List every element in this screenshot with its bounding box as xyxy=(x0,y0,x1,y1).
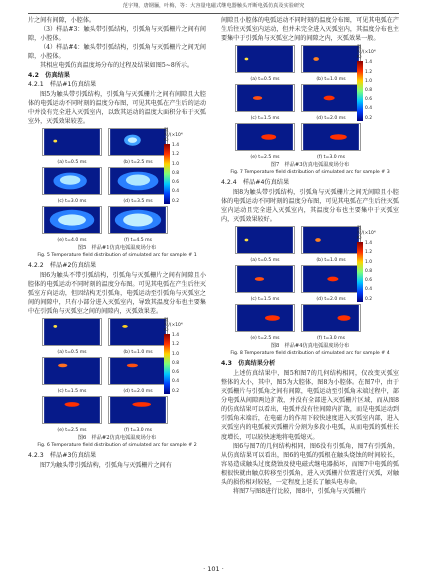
colorbar-tick: 1.4 xyxy=(365,60,372,66)
colorbar xyxy=(164,128,186,204)
panel-caption: (b) t=1.0 ms xyxy=(123,350,153,356)
panel-caption: (f) t=3.0 ms xyxy=(317,336,345,342)
arc-simulation-image xyxy=(42,128,102,156)
paragraph: 将图7与图8进行比较，图8中，引弧角与灭弧栅片 xyxy=(233,488,367,496)
colorbar-title: 温度/(×10⁴ K) xyxy=(357,226,376,242)
colorbar-gradient xyxy=(164,144,170,204)
colorbar-title: 温度/(×10⁴ K) xyxy=(164,318,183,334)
colorbar xyxy=(164,318,186,394)
figure-7 xyxy=(221,45,399,176)
panel-caption: (a) t=0.5 ms xyxy=(57,350,87,356)
arc-simulation-image xyxy=(108,167,168,195)
arc-simulation-image xyxy=(235,84,295,112)
colorbar-gradient xyxy=(164,334,170,394)
colorbar-tick: 0.2 xyxy=(365,115,372,121)
colorbar-tick: 1.2 xyxy=(365,250,372,256)
arc-simulation-image xyxy=(42,167,102,195)
colorbar-tick: 1.4 xyxy=(172,143,179,149)
panel-caption: (f) t=4.5 ms xyxy=(124,238,152,244)
panel-caption: (a) t=0.5 ms xyxy=(250,258,280,264)
panel-caption: (e) t=2.5 ms xyxy=(250,336,280,342)
paragraph: 图6与图7的几何结构相同，图6没有引弧角，图7有引弧角，从仿真结果可以看出，图6的电弧的弧根在触头烧蚀的时间较长，容易造成触头过度烧蚀及使电磁式继电器损坏，而图7中电弧的弧根很快就由触点转移至引弧角，进入灭弧栅片位置进行灭弧，对触头的损伤相对较轻，一定程度上延长了触头电寿命。 xyxy=(221,442,399,486)
subsection-heading: 4.2.2 样品#2仿真结果 xyxy=(28,262,97,270)
colorbar-tick: 1.4 xyxy=(365,241,372,247)
arc-simulation-image xyxy=(235,265,295,293)
paragraph: （3）样品#3：触头带引弧结构，引弧角与灭弧栅片之间有间隙，小腔体。 xyxy=(28,26,206,43)
arc-simulation-image xyxy=(42,357,102,385)
panel-caption: (b) t=1.0 ms xyxy=(316,77,346,83)
subsection-heading: 4.2.1 样品#1仿真结果 xyxy=(28,81,97,89)
colorbar-gradient xyxy=(357,61,363,121)
figure-caption: 图6 样品#2仿真电弧温度场分布 xyxy=(77,435,157,442)
paragraph: 间隙且小腔体的电弧运动不同时刻的温度分布图，可见其电弧在产生后往灭弧室内运动，但并未完全进入灭弧室内，其温度分布也主要集中于引弧角与灭弧室之间的间隙之内，灭弧效果一般。 xyxy=(221,17,399,43)
arc-simulation-image xyxy=(235,304,295,332)
arc-simulation-image xyxy=(301,226,361,254)
arc-simulation-image xyxy=(108,396,168,424)
panel-caption: (c) t=3.0 ms xyxy=(57,199,87,205)
figure-5 xyxy=(28,128,206,259)
figure-caption-en: Fig. 6 Temperature field distribution of simulated arc for sample # 2 xyxy=(37,443,197,449)
colorbar-tick: 0.6 xyxy=(365,97,372,103)
arc-simulation-image xyxy=(235,45,295,73)
panel-caption: (a) t=0.5 ms xyxy=(57,160,87,166)
page-number: · 101 · xyxy=(203,565,224,573)
subsection-heading: 4.2.3 样品#3仿真结果 xyxy=(28,452,97,460)
colorbar-tick: 0.6 xyxy=(172,180,179,186)
colorbar-tick: 0.2 xyxy=(172,198,179,204)
section-heading: 4.3 仿真结果分析 xyxy=(221,360,276,368)
figure-caption: 图8 样品#4仿真电弧温度场分布 xyxy=(270,343,350,350)
arc-simulation-image xyxy=(108,318,168,346)
colorbar-tick: 0.2 xyxy=(365,296,372,302)
arc-simulation-image xyxy=(235,123,295,151)
colorbar-tick: 0.4 xyxy=(365,287,372,293)
paragraph: 图8为触头带引弧结构，引弧角与灭弧栅片之间无间隙且小腔体的电弧运动不同时刻的温度分布图，可见其电弧在产生后往灭弧室内运动且完全进入灭弧室内，其温度分布也主要集中于灭弧室内，灭弧效果较好。 xyxy=(221,188,399,224)
figure-caption: 图5 样品#1仿真电弧温度场分布 xyxy=(77,245,157,252)
colorbar-tick: 1.0 xyxy=(365,259,372,265)
colorbar-tick: 0.4 xyxy=(172,189,179,195)
colorbar-tick: 0.4 xyxy=(365,106,372,112)
panel-caption: (d) t=2.0 ms xyxy=(316,297,346,303)
arc-simulation-image xyxy=(301,123,361,151)
figure-6 xyxy=(28,318,206,449)
panel-caption: (c) t=1.5 ms xyxy=(250,297,280,303)
panel-caption: (e) t=2.5 ms xyxy=(250,155,280,161)
panel-caption: (d) t=2.0 ms xyxy=(316,116,346,122)
left-column xyxy=(28,16,206,470)
paragraph: 上述仿真结果中，图5和图7的几何结构相同，仅改变灭弧室整体的大小，其中，图5为大腔体，图8为小腔体。在图7中，由于灭弧栅片与引弧角之间有间隙，电弧运动至引弧角末端过程中，部分电弧从间隙两边扩散，并没有全部进入灭弧栅片区域，而从图8的仿真结果可以看出，电弧并没有往间隙内扩散，而是电弧运动到引弧角末端后，在电磁力的作用下较快速度进入灭弧室内部，进入灭弧室内的电弧被灭弧栅片分割为多段小电弧，从而电弧的弧柱长度增长，可以较快速地将电弧熄灭。 xyxy=(221,369,399,441)
arc-simulation-image xyxy=(235,226,295,254)
colorbar-gradient xyxy=(357,242,363,302)
colorbar-tick: 0.6 xyxy=(365,278,372,284)
figure-caption-en: Fig. 5 Temperature field distribution of simulated arc for sample # 1 xyxy=(37,253,197,259)
panel-caption: (b) t=1.0 ms xyxy=(316,258,346,264)
panel-caption: (c) t=1.5 ms xyxy=(57,389,87,395)
colorbar-tick: 1.2 xyxy=(172,152,179,158)
arc-simulation-image xyxy=(108,357,168,385)
arc-simulation-image xyxy=(42,396,102,424)
colorbar-title: 温度/(×10⁴ K) xyxy=(164,128,183,144)
figure-caption-en: Fig. 7 Temperature field distribution of simulated arc for sample # 3 xyxy=(230,170,390,176)
colorbar-tick: 1.0 xyxy=(365,78,372,84)
panel-caption: (f) t=3.0 ms xyxy=(124,428,152,434)
running-header: 范宇翔，唐钢骊，叶梅，等：大容量电磁式继电器触头开断电弧仿真及实验研究 xyxy=(122,3,305,9)
panel-caption: (c) t=1.5 ms xyxy=(250,116,280,122)
arc-simulation-image xyxy=(301,84,361,112)
colorbar-tick: 1.2 xyxy=(365,69,372,75)
right-column xyxy=(221,16,399,496)
arc-simulation-image xyxy=(301,45,361,73)
figure-caption-en: Fig. 8 Temperature field distribution of simulated arc for sample # 4 xyxy=(230,351,390,357)
arc-simulation-image xyxy=(42,206,102,234)
paragraph: 图5为触头带引弧结构，引弧角与灭弧栅片之间有间隙且大腔体的电弧运动不同时刻的温度分布图，可见其电弧在产生后的运动中并没有完全进入灭弧室内，以致其运动的温度大面积分布于灭弧室外，灭弧效果较差。 xyxy=(28,90,206,126)
arc-simulation-image xyxy=(301,265,361,293)
colorbar-tick: 1.2 xyxy=(172,342,179,348)
panel-caption: (d) t=3.5 ms xyxy=(123,199,153,205)
colorbar-tick: 0.8 xyxy=(172,170,179,176)
section-heading: 4.2 仿真结果 xyxy=(28,71,70,79)
paragraph: 片之间有间隙，小腔体。 xyxy=(28,17,96,24)
colorbar-tick: 0.8 xyxy=(365,268,372,274)
colorbar xyxy=(357,45,379,121)
arc-simulation-image xyxy=(301,304,361,332)
subsection-heading: 4.2.4 样品#4仿真结果 xyxy=(221,179,290,187)
panel-caption: (f) t=3.0 ms xyxy=(317,155,345,161)
paragraph: 图7为触头带引弧结构，引弧角与灭弧栅片之间有 xyxy=(40,461,172,469)
paragraph: 其相应电弧仿真温度场分布的过程及结果如图5~8所示。 xyxy=(40,62,194,70)
colorbar-tick: 0.6 xyxy=(172,370,179,376)
header-rule xyxy=(28,13,399,14)
paragraph: （4）样品#4：触头带引弧结构，引弧角与灭弧栅片之间无间隙，小腔体。 xyxy=(28,44,206,61)
panel-caption: (e) t=4.0 ms xyxy=(57,238,87,244)
paragraph: 图6为触头不带引弧结构，引弧角与灭弧栅片之间有间隙且小腔体的电弧运动不同时刻的温度分布图。可见其电弧在产生后往灭弧室方向运动，但因结构无引弧角，电弧运动至引弧角与灭弧室之间的间隙中，只有小部分进入灭弧室内，导致其温度分布也主要集中在引弧角与灭弧室之间的间隙内，灭弧效果差。 xyxy=(28,271,206,316)
colorbar-tick: 1.0 xyxy=(172,351,179,357)
colorbar-tick: 0.8 xyxy=(365,87,372,93)
panel-caption: (a) t=0.5 ms xyxy=(250,77,280,83)
colorbar-tick: 1.0 xyxy=(172,161,179,167)
colorbar-tick: 0.4 xyxy=(172,379,179,385)
arc-simulation-image xyxy=(108,128,168,156)
panel-caption: (e) t=2.5 ms xyxy=(57,428,87,434)
figure-8 xyxy=(221,226,399,357)
panel-caption: (b) t=2.5 ms xyxy=(123,160,153,166)
colorbar-tick: 0.2 xyxy=(172,388,179,394)
figure-caption: 图7 样品#3仿真电弧温度场分布 xyxy=(270,162,350,169)
colorbar-title: 温度/(×10⁴ K) xyxy=(357,45,376,61)
colorbar-tick: 0.8 xyxy=(172,360,179,366)
arc-simulation-image xyxy=(108,206,168,234)
panel-caption: (d) t=2.0 ms xyxy=(123,389,153,395)
colorbar-tick: 1.4 xyxy=(172,333,179,339)
arc-simulation-image xyxy=(42,318,102,346)
colorbar xyxy=(357,226,379,302)
